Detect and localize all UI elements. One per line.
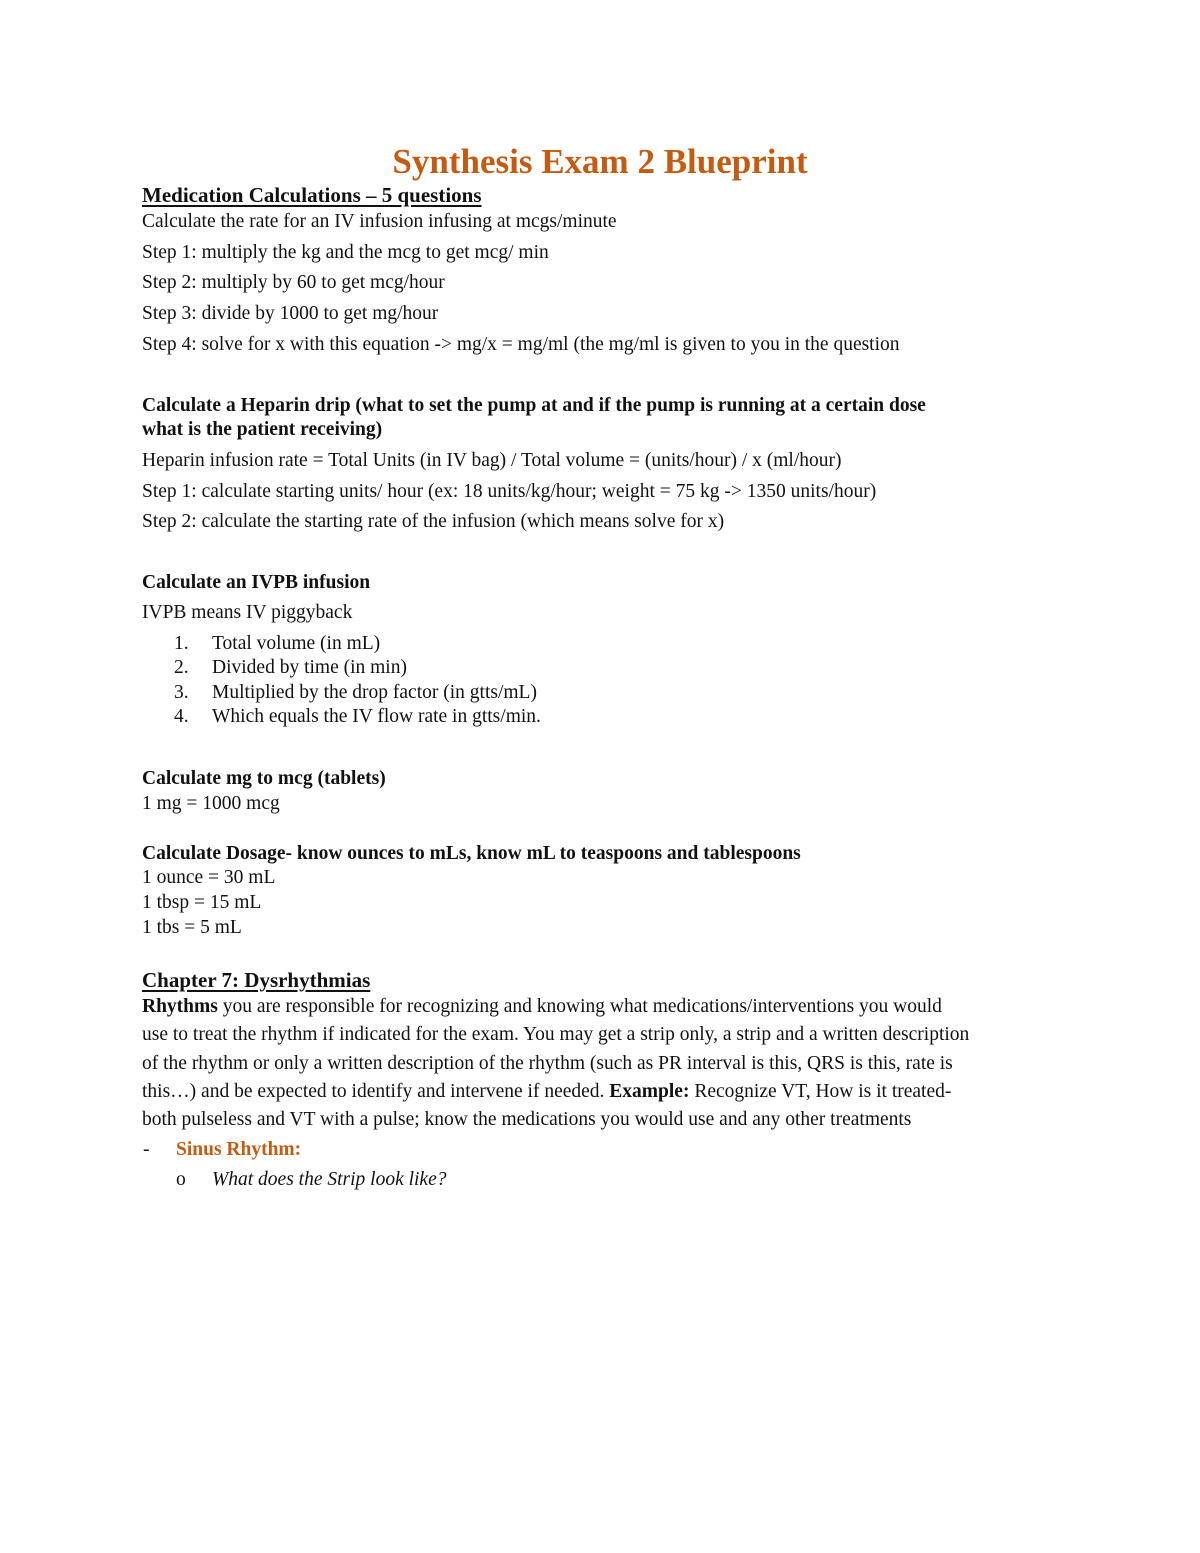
page-title: Synthesis Exam 2 Blueprint	[392, 142, 808, 181]
list-item: Divided by time (in min)	[212, 657, 407, 678]
list-number: 1.	[174, 633, 189, 654]
example-label: Example:	[609, 1081, 690, 1102]
sub-bullet: o	[176, 1169, 186, 1190]
heparin-step-2: Step 2: calculate the starting rate of the infusion (which means solve for x)	[142, 511, 725, 532]
iv-rate-step-4: Step 4: solve for x with this equation -> mg/x = mg/ml (the mg/ml is given to you in the question	[142, 334, 900, 355]
chapter7-heading: Chapter 7: Dysrhythmias	[142, 968, 371, 992]
rhythms-paragraph-line-4	[142, 1080, 951, 1104]
rhythms-paragraph-line-3: of the rhythm or only a written description of the rhythm (such as PR interval is this, QRS is this, rate is	[142, 1053, 953, 1074]
dosage-value: 1 tbsp = 15 mL	[142, 892, 262, 913]
dosage-heading: Calculate Dosage- know ounces to mLs, know mL to teaspoons and tablespoons	[142, 843, 801, 864]
iv-rate-step-2: Step 2: multiply by 60 to get mcg/hour	[142, 272, 445, 293]
list-item: Total volume (in mL)	[212, 633, 381, 654]
list-number: 3.	[174, 682, 189, 703]
rhythms-bold-lead: Rhythms	[142, 996, 218, 1017]
iv-rate-step-3: Step 3: divide by 1000 to get mg/hour	[142, 303, 439, 324]
med-calc-heading: Medication Calculations – 5 questions	[142, 183, 482, 207]
rhythms-paragraph-line-5: both pulseless and VT with a pulse; know the medications you would use and any other treatments	[142, 1109, 912, 1130]
dash-bullet: -	[143, 1139, 150, 1160]
list-item: Which equals the IV flow rate in gtts/min.	[212, 706, 541, 727]
sinus-rhythm-label: Sinus Rhythm:	[176, 1139, 302, 1160]
strip-question: What does the Strip look like?	[212, 1169, 447, 1190]
dosage-value: 1 ounce = 30 mL	[142, 867, 276, 888]
rhythms-line-4-rest: Recognize VT, How is it treated-	[689, 1081, 952, 1102]
heparin-formula: Heparin infusion rate = Total Units (in IV bag) / Total volume = (units/hour) / x (ml/hour)	[142, 450, 842, 471]
heparin-heading-line-2: what is the patient receiving)	[142, 419, 383, 440]
ivpb-heading: Calculate an IVPB infusion	[142, 572, 371, 593]
list-number: 2.	[174, 657, 189, 678]
mg-mcg-value: 1 mg = 1000 mcg	[142, 793, 280, 814]
list-item: Multiplied by the drop factor (in gtts/mL)	[212, 682, 537, 703]
iv-rate-step-1: Step 1: multiply the kg and the mcg to get mcg/ min	[142, 242, 549, 263]
ivpb-intro: IVPB means IV piggyback	[142, 602, 353, 623]
rhythms-paragraph-line-1	[142, 995, 942, 1019]
list-number: 4.	[174, 706, 189, 727]
rhythms-line-4-start: this…) and be expected to identify and intervene if needed.	[142, 1081, 610, 1102]
rhythms-paragraph-line-2: use to treat the rhythm if indicated for the exam. You may get a strip only, a strip and a written description	[142, 1024, 970, 1045]
iv-rate-intro: Calculate the rate for an IV infusion infusing at mcgs/minute	[142, 211, 617, 232]
dosage-value: 1 tbs = 5 mL	[142, 917, 242, 938]
mg-mcg-heading: Calculate mg to mcg (tablets)	[142, 768, 386, 789]
heparin-heading-line-1: Calculate a Heparin drip (what to set the pump at and if the pump is running at a certain dose	[142, 395, 926, 416]
rhythms-line-1-text: you are responsible for recognizing and knowing what medications/interventions you would	[217, 996, 942, 1017]
heparin-step-1: Step 1: calculate starting units/ hour (ex: 18 units/kg/hour; weight = 75 kg -> 1350 units/hour)	[142, 481, 877, 502]
